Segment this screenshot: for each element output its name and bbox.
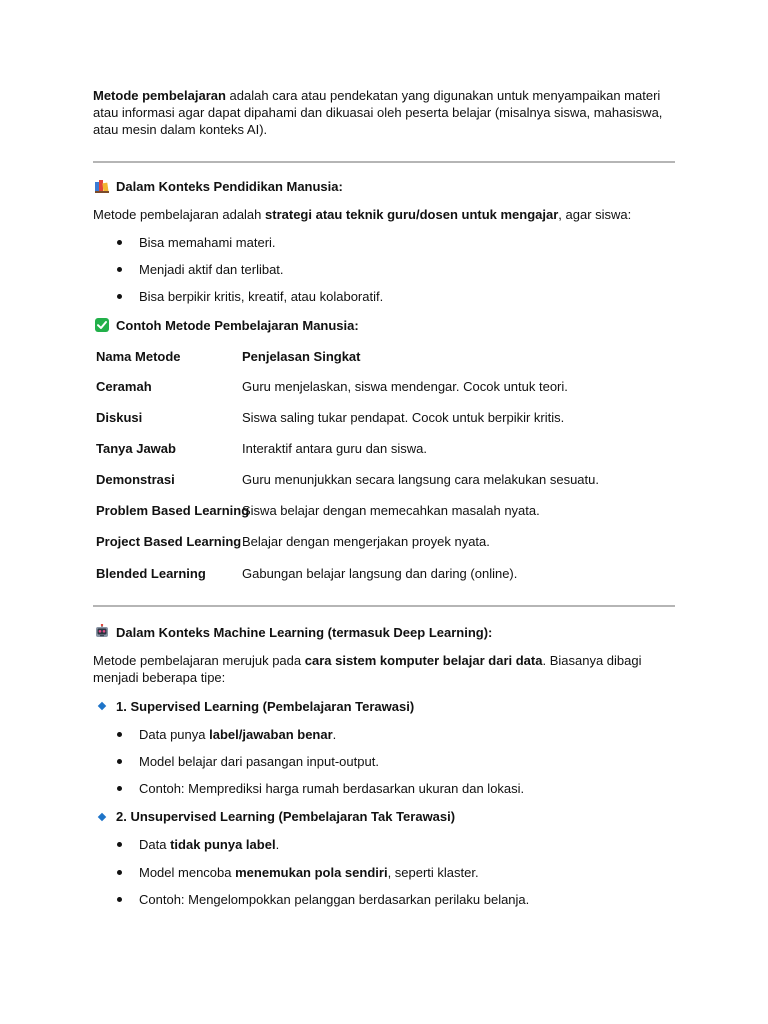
books-icon (95, 180, 109, 193)
supervised-heading: 1. Supervised Learning (Pembelajaran Terawasi) (116, 699, 415, 714)
bullet-dot-icon (117, 897, 122, 902)
item-text: . (275, 837, 280, 852)
list-item (139, 864, 479, 881)
list-item (139, 836, 279, 853)
bullet-dot-icon (117, 842, 122, 847)
divider (93, 605, 675, 607)
bullet-dot-icon (117, 759, 122, 764)
lead-text: Metode pembelajaran merujuk pada (93, 653, 305, 668)
item-text: . (332, 727, 337, 742)
item-text: , seperti klaster. (387, 865, 479, 880)
table-cell-method: Ceramah (96, 379, 152, 394)
table-cell-desc: Gabungan belajar langsung dan daring (online). (242, 566, 518, 581)
bullet-dot-icon (117, 240, 122, 245)
bullet-dot-icon (117, 786, 122, 791)
item-text: Data (139, 837, 171, 852)
list-item: Model belajar dari pasangan input-output. (139, 754, 379, 769)
lead-bold: strategi atau teknik guru/dosen untuk mengajar (265, 207, 559, 222)
small-blue-diamond-icon (98, 813, 106, 821)
table-header-desc: Penjelasan Singkat (242, 349, 361, 364)
small-blue-diamond-icon (98, 702, 106, 710)
bullet-dot-icon (117, 870, 122, 875)
intro-line-1 (93, 87, 660, 104)
table-cell-desc: Interaktif antara guru dan siswa. (242, 441, 427, 456)
item-bold: tidak punya label (170, 837, 276, 852)
list-item: Bisa memahami materi. (139, 235, 276, 250)
table-cell-method: Problem Based Learning (96, 503, 250, 518)
table-header-name: Nama Metode (96, 349, 181, 364)
bullet-dot-icon (117, 294, 122, 299)
list-item: Contoh: Memprediksi harga rumah berdasarkan ukuran dan lokasi. (139, 781, 525, 796)
table-cell-desc: Guru menjelaskan, siswa mendengar. Cocok untuk teori. (242, 379, 568, 394)
item-bold: label/jawaban benar (209, 727, 333, 742)
table-cell-desc: Guru menunjukkan secara langsung cara melakukan sesuatu. (242, 472, 599, 487)
lead-text: Metode pembelajaran adalah (93, 207, 266, 222)
examples-heading: Contoh Metode Pembelajaran Manusia: (116, 318, 359, 333)
table-cell-desc: Siswa belajar dengan memecahkan masalah nyata. (242, 503, 540, 518)
check-mark-button-icon (95, 318, 109, 332)
table-cell-method: Blended Learning (96, 566, 206, 581)
bullet-dot-icon (117, 732, 122, 737)
item-text: Model mencoba (139, 865, 236, 880)
table-cell-method: Tanya Jawab (96, 441, 176, 456)
table-cell-method: Project Based Learning (96, 534, 242, 549)
table-cell-desc: Belajar dengan mengerjakan proyek nyata. (242, 534, 490, 549)
table-cell-desc: Siswa saling tukar pendapat. Cocok untuk berpikir kritis. (242, 410, 565, 425)
section2-heading: Dalam Konteks Machine Learning (termasuk Deep Learning): (116, 625, 493, 640)
intro-line-2: atau informasi agar dapat dipahami dan dikuasai oleh peserta belajar (misalnya siswa, mahasiswa, (93, 105, 663, 120)
unsupervised-heading: 2. Unsupervised Learning (Pembelajaran Tak Terawasi) (116, 809, 456, 824)
robot-icon (95, 624, 109, 638)
intro-line-3: atau mesin dalam konteks AI). (93, 122, 268, 137)
table-cell-method: Demonstrasi (96, 472, 175, 487)
section1-heading: Dalam Konteks Pendidikan Manusia: (116, 179, 343, 194)
intro-text: adalah cara atau pendekatan yang digunakan untuk menyampaikan materi (225, 88, 661, 103)
item-text: Data punya (139, 727, 210, 742)
table-cell-method: Diskusi (96, 410, 143, 425)
item-bold: menemukan pola sendiri (235, 865, 388, 880)
lead-text: , agar siswa: (558, 207, 632, 222)
section2-lead-line-1 (93, 652, 641, 669)
section2-lead-line-2: menjadi beberapa tipe: (93, 670, 226, 685)
section1-lead (93, 206, 631, 223)
lead-bold: cara sistem komputer belajar dari data (304, 653, 543, 668)
list-item: Menjadi aktif dan terlibat. (139, 262, 284, 277)
lead-text: . Biasanya dibagi (542, 653, 642, 668)
divider (93, 161, 675, 163)
intro-term: Metode pembelajaran (93, 88, 226, 103)
list-item: Contoh: Mengelompokkan pelanggan berdasarkan perilaku belanja. (139, 892, 530, 907)
bullet-dot-icon (117, 267, 122, 272)
list-item: Bisa berpikir kritis, kreatif, atau kolaboratif. (139, 289, 384, 304)
list-item (139, 726, 336, 743)
